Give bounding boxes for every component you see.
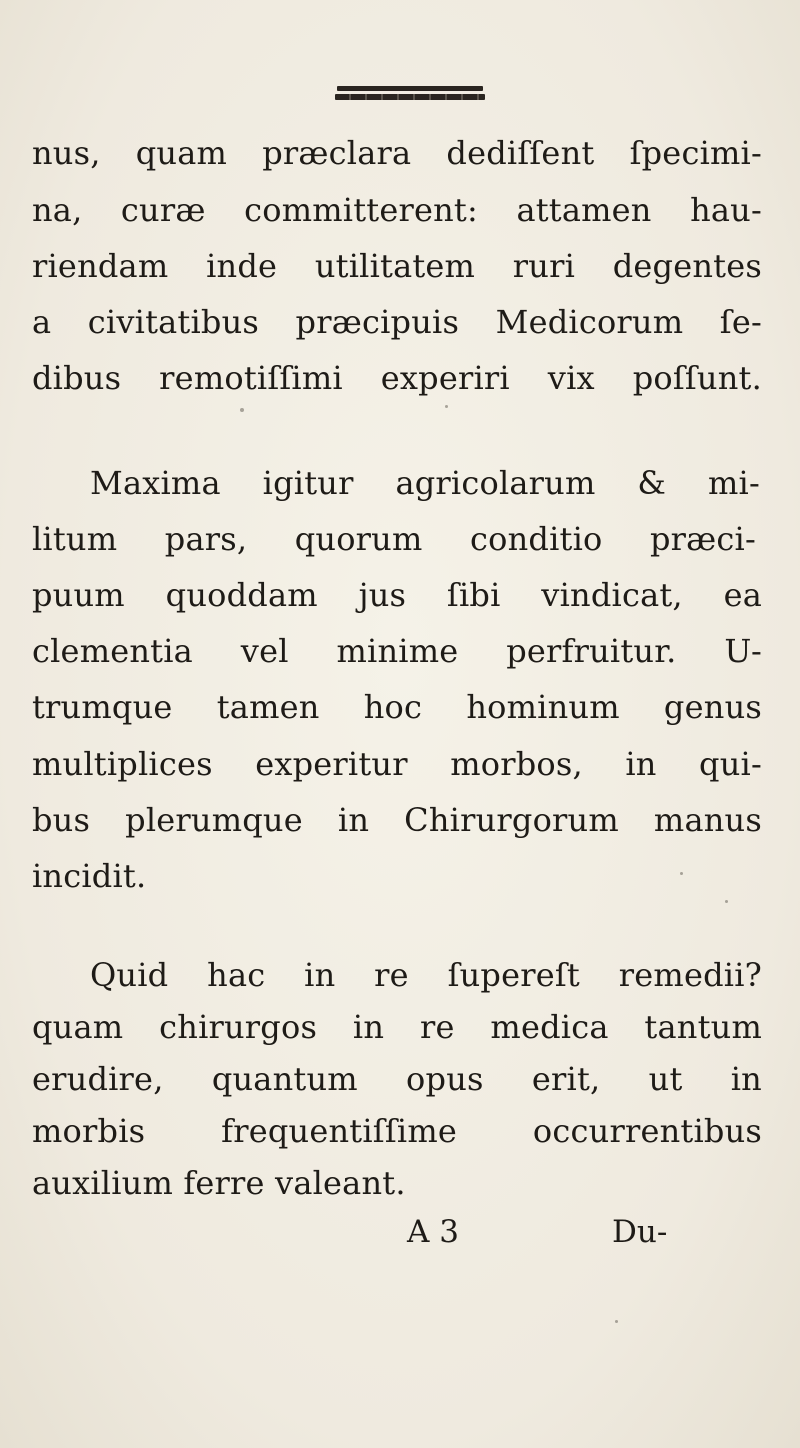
header-ornament <box>335 86 485 102</box>
text-line: quam chirurgos in re medica tantum <box>32 1008 762 1046</box>
paper-speck <box>725 900 728 903</box>
signature-mark: A 3 <box>407 1214 459 1250</box>
ornament-rule-top <box>337 86 483 91</box>
text-line: Maxima igitur agricolarum & mi- <box>90 464 760 502</box>
text-line: clementia vel minime perfruitur. U- <box>32 632 762 670</box>
text-line: bus plerumque in Chirurgorum manus <box>32 801 762 839</box>
ornament-rule-bottom <box>335 94 485 100</box>
text-line: incidit. <box>32 857 147 895</box>
text-line: na, curæ committerent: attamen hau- <box>32 191 762 229</box>
paper-speck <box>445 405 448 408</box>
catchword: Du- <box>612 1214 668 1250</box>
text-line: morbis frequentiſſime occurrentibus <box>32 1112 762 1150</box>
text-line: dibus remotiſſimi experiri vix poſſunt. <box>32 359 762 397</box>
text-line: multiplices experitur morbos, in qui- <box>32 745 762 783</box>
paper-speck <box>615 1320 618 1323</box>
text-line: riendam inde utilitatem ruri degentes <box>32 247 762 285</box>
paper-speck <box>240 408 244 412</box>
text-line: puum quoddam jus ſibi vindicat, ea <box>32 576 762 614</box>
text-line: a civitatibus præcipuis Medicorum ſe- <box>32 303 762 341</box>
paper-speck <box>680 872 683 875</box>
text-line: trumque tamen hoc hominum genus <box>32 688 762 726</box>
text-line: erudire, quantum opus erit, ut in <box>32 1060 762 1098</box>
text-line: Quid hac in re ſupereſt remedii? <box>90 956 762 994</box>
text-line: litum pars, quorum conditio præci- <box>32 520 756 558</box>
text-line: nus, quam præclara dediſſent ſpecimi- <box>32 134 762 172</box>
text-line: auxilium ferre valeant. <box>32 1164 406 1202</box>
